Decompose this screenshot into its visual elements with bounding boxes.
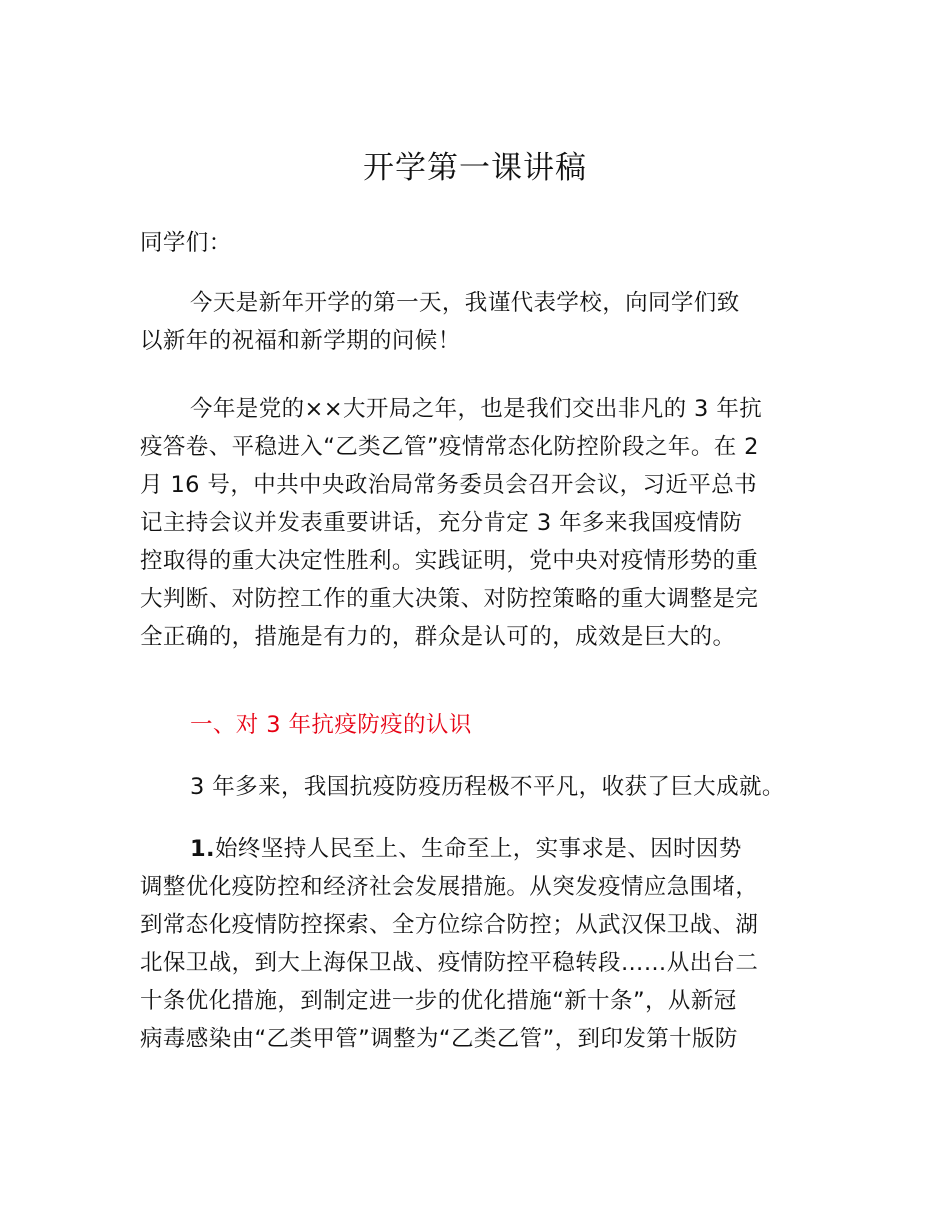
paragraph-line: 以新年的祝福和新学期的问候！ <box>140 328 461 354</box>
section-heading-text: 一、对 3 年抗疫防疫的认识 <box>190 712 472 738</box>
paragraph-2 <box>140 390 830 656</box>
paragraph-line: 记主持会议并发表重要讲话，充分肯定 3 年多来我国疫情防 <box>140 510 743 536</box>
paragraph-line: 月 16 号，中共中央政治局常务委员会召开会议，习近平总书 <box>140 472 758 498</box>
section-heading-1 <box>140 706 830 744</box>
paragraph-line: 今年是党的××大开局之年，也是我们交出非凡的 3 年抗 <box>190 396 763 422</box>
paragraph-line: 3 年多来，我国抗疫防疫历程极不平凡，收获了巨大成就。 <box>190 774 785 800</box>
salutation-line: 同学们： <box>140 230 232 256</box>
paragraph-line: 北保卫战，到大上海保卫战、疫情防控平稳转段……从出台二 <box>140 950 759 976</box>
paragraph-line: 调整优化疫防控和经济社会发展措施。从突发疫情应急围堵， <box>140 874 759 900</box>
paragraph-1 <box>140 284 830 360</box>
salutation <box>140 224 830 262</box>
paragraph-line: 控取得的重大决定性胜利。实践证明，党中央对疫情形势的重 <box>140 548 759 574</box>
paragraph-line: 大判断、对防控工作的重大决策、对防控策略的重大调整是完 <box>140 586 759 612</box>
paragraph-4 <box>140 830 830 1058</box>
paragraph-line-text: 始终坚持人民至上、生命至上，实事求是、因时因势 <box>215 836 742 862</box>
paragraph-line: 到常态化疫情防控探索、全方位综合防控；从武汉保卫战、湖 <box>140 912 759 938</box>
item-number: 1. <box>190 836 216 862</box>
paragraph-line: 十条优化措施，到制定进一步的优化措施“新十条”，从新冠 <box>140 988 737 1014</box>
paragraph-line: 全正确的，措施是有力的，群众是认可的，成效是巨大的。 <box>140 624 736 650</box>
paragraph-line: 病毒感染由“乙类甲管”调整为“乙类乙管”，到印发第十版防 <box>140 1026 738 1052</box>
page-title: 开学第一课讲稿 <box>363 150 587 186</box>
paragraph-line: 今天是新年开学的第一天，我谨代表学校，向同学们致 <box>190 290 740 316</box>
paragraph-line: 疫答卷、平稳进入“乙类乙管”疫情常态化防控阶段之年。在 2 <box>140 434 759 460</box>
paragraph-line <box>140 830 830 868</box>
paragraph-3 <box>140 768 830 806</box>
